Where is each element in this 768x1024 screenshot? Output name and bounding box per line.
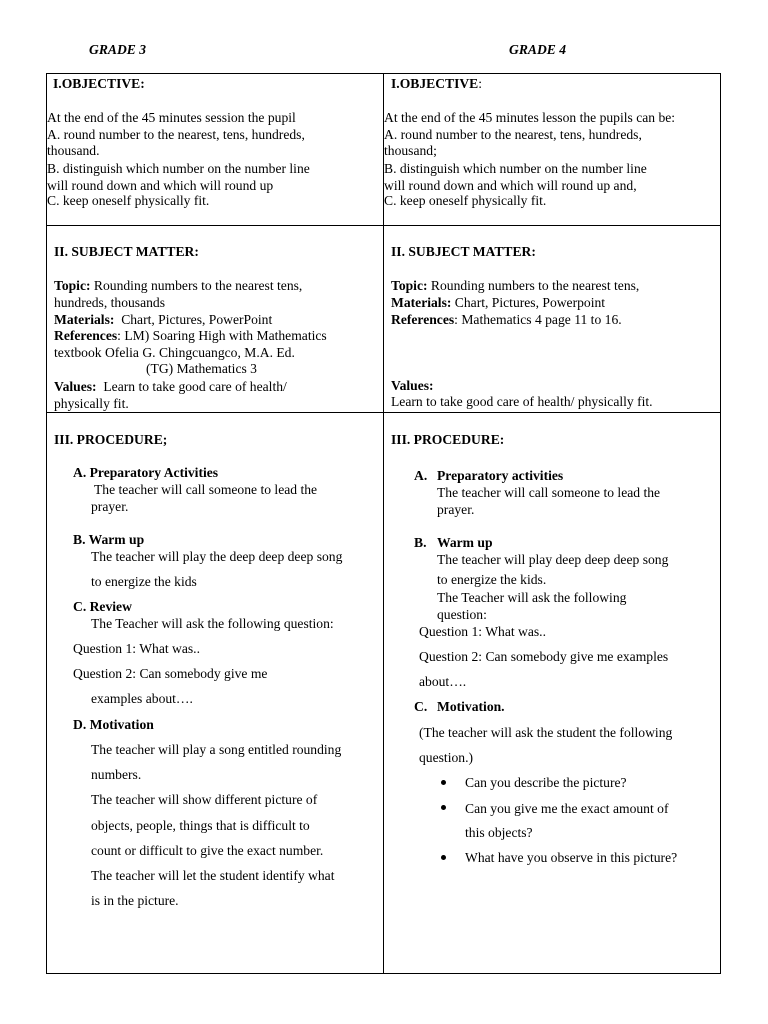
g4-prep-activities-title: Preparatory activities [437, 468, 564, 483]
g3-warmup-title: B. Warm up [73, 532, 145, 547]
g3-objective-intro: At the end of the 45 minutes session the pupil [47, 110, 296, 125]
g3-objective-heading: I.OBJECTIVE: [53, 76, 145, 91]
g3-procedure-heading: III. PROCEDURE; [54, 432, 168, 447]
g3-values-line2: physically fit. [54, 396, 129, 411]
bullet-icon [441, 805, 446, 810]
g3-prep-activities-line1: The teacher will call someone to lead the [94, 482, 318, 497]
g3-warmup-line1: The teacher will play the deep deep deep song [91, 549, 343, 564]
g3-question-2-line1: Question 2: Can somebody give me [73, 666, 268, 681]
g4-prep-activities-letter: A. [414, 468, 428, 483]
g3-objective-a-line2: thousand. [47, 143, 100, 158]
g4-values: Learn to take good care of health/ physically fit. [391, 394, 653, 409]
g3-motivation-line5: count or difficult to give the exact number. [91, 843, 324, 858]
g4-warmup-line1: The teacher will play deep deep deep song [437, 552, 669, 567]
g3-objective-b-line2: will round down and which will round up [47, 178, 274, 193]
g3-warmup-line2: to energize the kids [91, 574, 197, 589]
g3-question-2-line2: examples about…. [91, 691, 193, 706]
g4-warmup-title: Warm up [437, 535, 493, 550]
g3-motivation-line2: numbers. [91, 767, 142, 782]
g4-topic: Topic: Rounding numbers to the nearest tens, [391, 278, 640, 293]
g3-review-title: C. Review [73, 599, 132, 614]
g3-motivation-line7: is in the picture. [91, 893, 179, 908]
grade-3-header: GRADE 3 [89, 42, 147, 57]
g4-references: References: Mathematics 4 page 11 to 16. [391, 312, 622, 327]
g3-subject-heading: II. SUBJECT MATTER: [54, 244, 199, 259]
g3-values-line1: Values: Learn to take good care of health/ [54, 379, 287, 394]
g3-references-line1: References: LM) Soaring High with Mathematics [54, 328, 327, 343]
g4-motivation-title: Motivation. [437, 699, 505, 714]
g3-prep-activities-title: A. Preparatory Activities [73, 465, 219, 480]
g4-warmup-letter: B. [414, 535, 427, 550]
g4-objective-heading: I.OBJECTIVE: [391, 76, 483, 91]
g4-warmup-line4: question: [437, 607, 487, 622]
g4-materials: Materials: Chart, Pictures, Powerpoint [391, 295, 606, 310]
g4-question-1: Question 1: What was.. [419, 624, 546, 639]
g4-question-2-line1: Question 2: Can somebody give me examples [419, 649, 669, 664]
g4-motivation-line2: question.) [419, 750, 473, 765]
g4-motivation-line1: (The teacher will ask the student the following [419, 725, 673, 740]
bullet-icon [441, 780, 446, 785]
g3-motivation-line1: The teacher will play a song entitled rounding [91, 742, 342, 757]
g3-objective-b-line1: B. distinguish which number on the number line [47, 161, 310, 176]
g3-motivation-title: D. Motivation [73, 717, 154, 732]
g4-objective-a-line1: A. round number to the nearest, tens, hundreds, [384, 127, 642, 142]
g3-materials: Materials: Chart, Pictures, PowerPoint [54, 312, 273, 327]
g3-question-1: Question 1: What was.. [73, 641, 200, 656]
g4-warmup-line3: The Teacher will ask the following [437, 590, 627, 605]
g3-motivation-line6: The teacher will let the student identify what [91, 868, 335, 883]
g3-topic-line1: Topic: Rounding numbers to the nearest tens, [54, 278, 303, 293]
g3-review-line1: The Teacher will ask the following question: [91, 616, 334, 631]
g3-motivation-line4: objects, people, things that is difficult to [91, 818, 310, 833]
g4-question-2-line2: about…. [419, 674, 467, 689]
g4-values-label: Values: [391, 378, 434, 393]
table-right-border [720, 73, 721, 974]
g4-motivation-question-3: What have you observe in this picture? [465, 850, 678, 865]
g3-references-line3: (TG) Mathematics 3 [146, 361, 257, 376]
g3-motivation-line3: The teacher will show different picture of [91, 792, 318, 807]
g4-objective-b-line1: B. distinguish which number on the number line [384, 161, 647, 176]
g4-prep-activities-line2: prayer. [437, 502, 475, 517]
g4-warmup-line2: to energize the kids. [437, 572, 547, 587]
g4-motivation-question-1: Can you describe the picture? [465, 775, 627, 790]
g4-motivation-question-2-line1: Can you give me the exact amount of [465, 801, 669, 816]
grade-4-header: GRADE 4 [509, 42, 567, 57]
g4-motivation-letter: C. [414, 699, 428, 714]
g3-topic-line2: hundreds, thousands [54, 295, 166, 310]
g3-prep-activities-line2: prayer. [91, 499, 129, 514]
g4-motivation-question-2-line2: this objects? [465, 825, 533, 840]
g4-prep-activities-line1: The teacher will call someone to lead the [437, 485, 661, 500]
g3-objective-c: C. keep oneself physically fit. [47, 193, 210, 208]
g4-objective-a-line2: thousand; [384, 143, 437, 158]
g4-objective-c: C. keep oneself physically fit. [384, 193, 547, 208]
g4-objective-intro: At the end of the 45 minutes lesson the pupils can be: [384, 110, 676, 125]
g3-objective-a-line1: A. round number to the nearest, tens, hundreds, [47, 127, 305, 142]
g4-subject-heading: II. SUBJECT MATTER: [391, 244, 536, 259]
g4-objective-b-line2: will round down and which will round up and, [384, 178, 637, 193]
g4-procedure-heading: III. PROCEDURE: [391, 432, 505, 447]
g3-references-line2: textbook Ofelia G. Chingcuangco, M.A. Ed. [54, 345, 295, 360]
bullet-icon [441, 855, 446, 860]
